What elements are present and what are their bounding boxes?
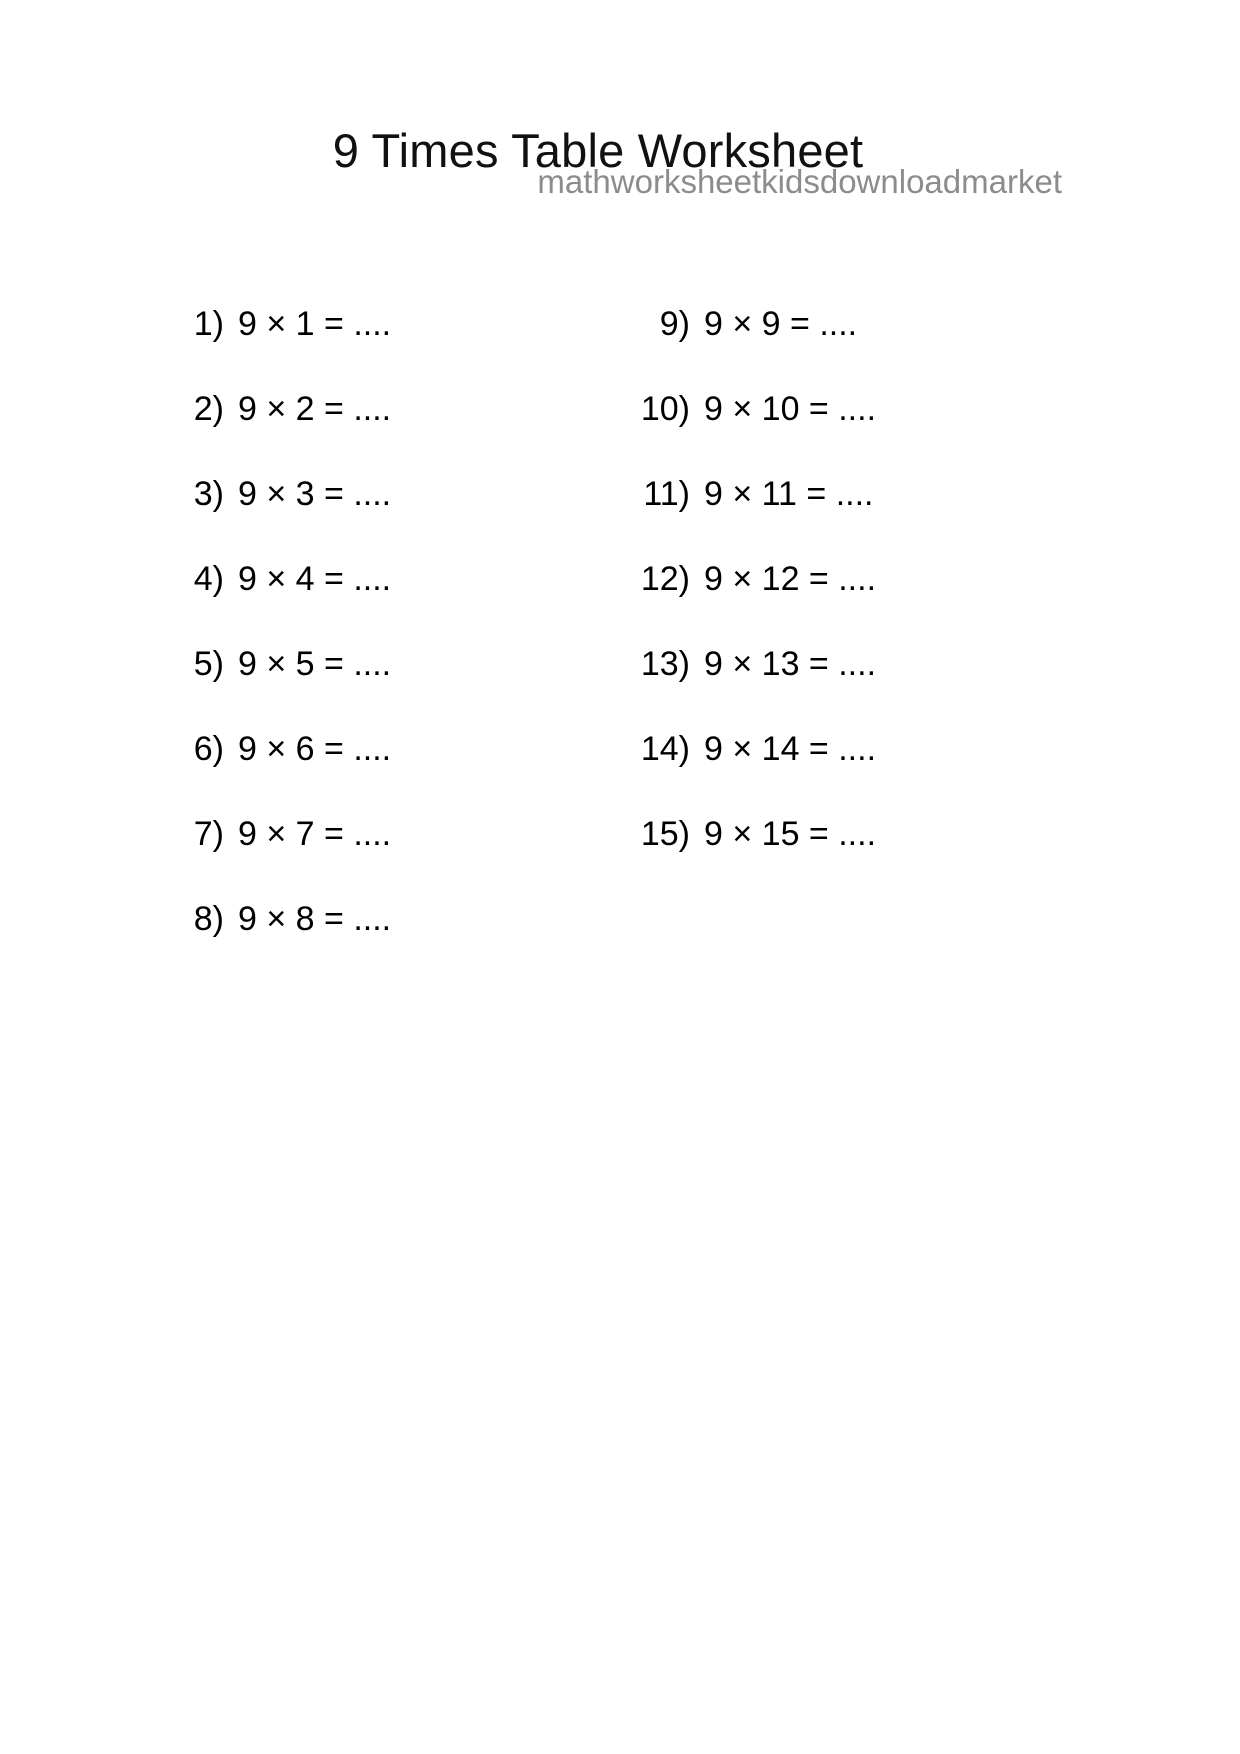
problem-number: 4) [193, 560, 224, 598]
problem-number: 6) [193, 730, 224, 768]
problem-expression: 9 × 1 = .... [238, 305, 392, 343]
problem-number: 1) [193, 305, 224, 343]
problem-item [628, 815, 1058, 900]
problem-expression: 9 × 10 = .... [704, 390, 877, 428]
problem-expression: 9 × 12 = .... [704, 560, 877, 598]
problem-expression: 9 × 3 = .... [238, 475, 392, 513]
problem-number: 7) [193, 815, 224, 853]
problem-expression: 9 × 2 = .... [238, 390, 392, 428]
problem-expression: 9 × 13 = .... [704, 645, 877, 683]
problem-item [628, 475, 1058, 560]
problem-item [628, 730, 1058, 815]
problem-item [180, 475, 600, 560]
problem-item [180, 730, 600, 815]
problem-column-left [180, 305, 600, 985]
problems-area [0, 305, 1240, 1005]
problem-item [180, 900, 600, 985]
problem-item [180, 815, 600, 900]
problem-number: 13) [640, 645, 690, 683]
problem-number: 11) [643, 475, 690, 513]
problem-number: 12) [640, 560, 690, 598]
site-watermark: mathworksheetkidsdownloadmarket [537, 163, 1062, 200]
problem-number: 3) [193, 475, 224, 513]
problem-expression: 9 × 14 = .... [704, 730, 877, 768]
problem-item [628, 645, 1058, 730]
problem-expression: 9 × 7 = .... [238, 815, 392, 853]
problem-number: 8) [193, 900, 224, 938]
problem-item [180, 560, 600, 645]
problem-expression: 9 × 11 = .... [704, 475, 874, 513]
problem-expression: 9 × 6 = .... [238, 730, 392, 768]
problem-column-right [628, 305, 1058, 900]
problem-expression: 9 × 8 = .... [238, 900, 392, 938]
problem-item [180, 645, 600, 730]
problem-item [180, 305, 600, 390]
problem-expression: 9 × 5 = .... [238, 645, 392, 683]
problem-number: 15) [640, 815, 690, 853]
problem-expression: 9 × 15 = .... [704, 815, 877, 853]
page-title: 9 Times Table Worksheet [332, 124, 864, 178]
problem-item [628, 560, 1058, 645]
problem-number: 14) [640, 730, 690, 768]
problem-expression: 9 × 4 = .... [238, 560, 392, 598]
problem-item [180, 390, 600, 475]
problem-number: 9) [659, 305, 690, 343]
problem-item [628, 305, 1058, 390]
problem-number: 5) [193, 645, 224, 683]
problem-number: 10) [640, 390, 690, 428]
problem-expression: 9 × 9 = .... [704, 305, 858, 343]
problem-number: 2) [193, 390, 224, 428]
problem-item [628, 390, 1058, 475]
